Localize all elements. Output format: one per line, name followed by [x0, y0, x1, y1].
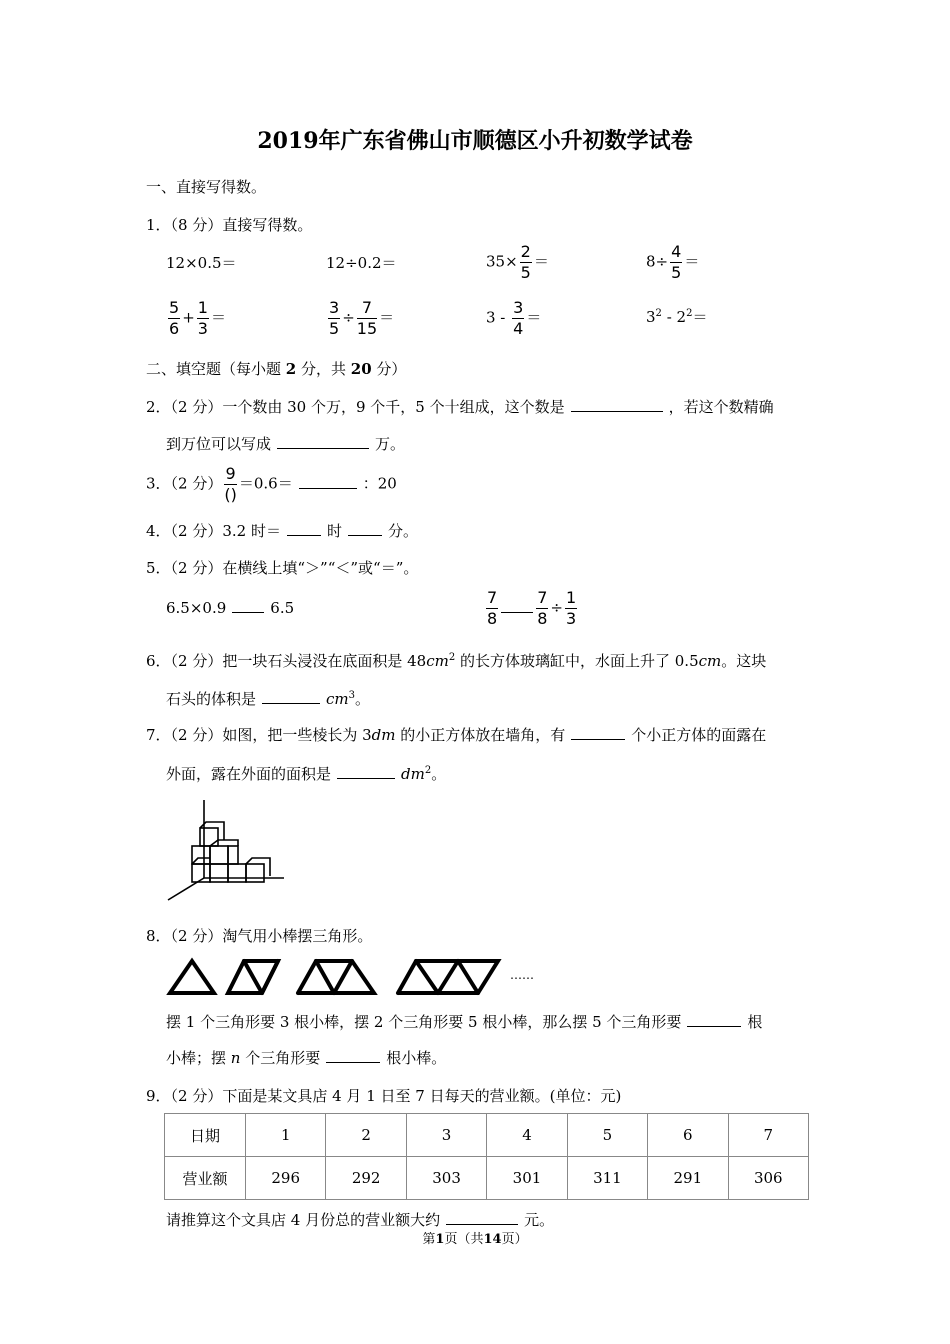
q1-heading: 1．（8 分）直接写得数。	[146, 216, 313, 234]
q1-expr-2: 12÷0.2＝	[326, 254, 397, 272]
q7-blank-count[interactable]	[571, 725, 625, 740]
q2-blank-number[interactable]	[571, 397, 663, 412]
q7-blank-area[interactable]	[337, 764, 395, 779]
q9-tail: 请推算这个文具店 4 月份总的营业额大约 元。	[166, 1211, 555, 1229]
q8-blank-n[interactable]	[326, 1048, 380, 1063]
q3-blank[interactable]	[299, 474, 357, 489]
table-row	[165, 1114, 809, 1157]
cube-corner-figure	[164, 800, 288, 904]
table-cell: 292	[326, 1157, 406, 1200]
table-cell: 7	[728, 1114, 808, 1157]
table-cell: 296	[246, 1157, 326, 1200]
q5-left-compare: 6.5×0.9 6.5	[166, 599, 295, 617]
table-cell: 311	[567, 1157, 647, 1200]
table-cell: 日期	[165, 1114, 246, 1157]
table-cell: 1	[246, 1114, 326, 1157]
q9-blank[interactable]	[446, 1210, 518, 1225]
q5-right-compare: $\frac{7}{8}$ $\frac{7}{8}$ ÷ $\frac{1}{3}$	[487, 588, 577, 628]
q2-line-2: 到万位可以写成 万。	[166, 435, 406, 453]
q4-line: 4．（2 分）3.2 时＝ 时 分。	[146, 522, 419, 540]
table-cell: 301	[487, 1157, 567, 1200]
q2-blank-wan[interactable]	[277, 434, 369, 449]
q8-line-1: 摆 1 个三角形要 3 根小棒，摆 2 个三角形要 5 根小棒，那么摆 5 个三角形要 根	[166, 1013, 763, 1031]
table-cell: 3	[406, 1114, 486, 1157]
page-footer: 第1页（共14页）	[422, 1232, 528, 1247]
sales-table	[164, 1113, 809, 1200]
q6-blank[interactable]	[262, 689, 320, 704]
q7-line-2: 外面，露在外面的面积是 $dm^2$。	[166, 765, 447, 783]
section-2-heading: 二、填空题（每小题 2 分，共 20 分）	[146, 360, 407, 378]
q8-dots: ……	[510, 968, 534, 982]
table-cell: 6	[648, 1114, 728, 1157]
q7-line-1: 7．（2 分）如图，把一些棱长为 3dm 的小正方体放在墙角，有 个小正方体的面露在	[146, 726, 767, 744]
q1-expr-7: 3 - $\frac{3}{4}$ ＝	[486, 298, 542, 338]
q1-expr-6: $\frac{3}{5}$ ÷ $\frac{7}{15}$ ＝	[329, 298, 395, 338]
q8-blank-five[interactable]	[687, 1012, 741, 1027]
q1-expr-3: 35× $\frac{2}{5}$ ＝	[486, 242, 549, 282]
table-cell: 303	[406, 1157, 486, 1200]
q6-line-1: 6．（2 分）把一块石头浸没在底面积是 $48cm^2$ 的长方体玻璃缸中，水面上升了 0.5cm。这块	[146, 652, 767, 670]
q5-blank-left[interactable]	[232, 598, 264, 613]
q2-line-1: 2．（2 分）一个数由 30 个万，9 个千，5 个十组成，这个数是 ，若这个数精确	[146, 398, 774, 416]
triangle-sticks-figure	[166, 957, 510, 997]
table-cell: 306	[728, 1157, 808, 1200]
table-cell: 5	[567, 1114, 647, 1157]
q8-heading: 8．（2 分）淘气用小棒摆三角形。	[146, 927, 373, 945]
q1-expr-8: $3^2 - 2^2=$	[646, 308, 708, 326]
q1-expr-5: $\frac{5}{6}$ + $\frac{1}{3}$ ＝	[169, 298, 226, 338]
q4-blank-hours[interactable]	[287, 521, 321, 536]
table-cell: 2	[326, 1114, 406, 1157]
q1-expr-1: 12×0.5＝	[166, 254, 237, 272]
q3-line: 3．（2 分） $\frac{9}{()}$ ＝0.6＝ ：20	[146, 464, 397, 504]
page-title: 2019年广东省佛山市顺德区小升初数学试卷	[257, 128, 693, 154]
q1-expr-4: 8÷ $\frac{4}{5}$ ＝	[646, 242, 700, 282]
q4-blank-minutes[interactable]	[348, 521, 382, 536]
table-cell: 4	[487, 1114, 567, 1157]
q5-heading: 5．（2 分）在横线上填“＞”“＜”或“＝”。	[146, 559, 419, 577]
q6-line-2: 石头的体积是 $cm^3$。	[166, 690, 371, 708]
table-row	[165, 1157, 809, 1200]
section-1-heading: 一、直接写得数。	[146, 178, 267, 196]
q9-heading: 9．（2 分）下面是某文具店 4 月 1 日至 7 日每天的营业额。(单位：元)	[146, 1087, 622, 1105]
q8-line-2: 小棒；摆 n 个三角形要 根小棒。	[166, 1049, 447, 1067]
table-cell: 291	[648, 1157, 728, 1200]
q5-blank-right[interactable]	[501, 596, 533, 613]
table-cell: 营业额	[165, 1157, 246, 1200]
